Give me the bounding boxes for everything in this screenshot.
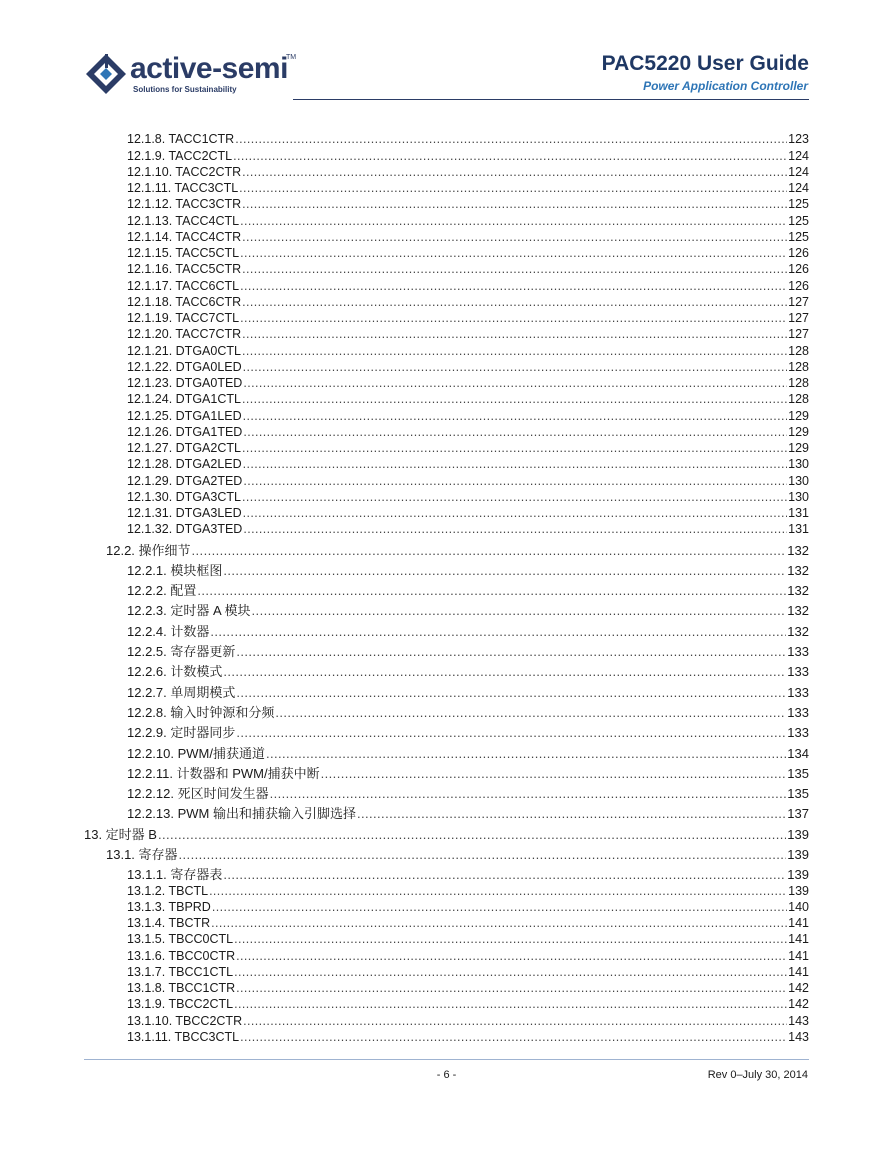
toc-leader-dots: [242, 231, 787, 244]
toc-leader-dots: [242, 296, 787, 309]
toc-entry-page: 143: [788, 1013, 809, 1028]
logo-trademark: TM: [286, 54, 297, 61]
toc-entry-title: 13.1.6. TBCC0CTR: [127, 948, 236, 963]
toc-entry-page: 125: [788, 229, 809, 244]
toc-entry-title: 12.1.12. TACC3CTR: [127, 197, 242, 212]
toc-entry[interactable]: [84, 678, 809, 698]
toc-entry-page: 130: [788, 473, 809, 488]
toc-entry-page: 129: [788, 408, 809, 423]
toc-entry-title: 13.1.11. TBCC3CTL: [127, 1029, 240, 1044]
toc-entry[interactable]: [84, 293, 809, 309]
toc-entry-page: 133: [787, 684, 809, 700]
toc-leader-dots: [242, 166, 787, 179]
toc-entry-page: 143: [788, 1029, 809, 1044]
toc-leader-dots: [243, 507, 787, 520]
toc-leader-dots: [240, 312, 787, 325]
toc-leader-dots: [179, 848, 787, 861]
toc-leader-dots: [243, 377, 787, 390]
toc-entry-page: 130: [788, 457, 809, 472]
toc-entry[interactable]: [84, 760, 809, 780]
toc-entry[interactable]: [84, 780, 809, 800]
toc-entry[interactable]: [84, 930, 809, 946]
toc-leader-dots: [240, 215, 787, 228]
toc-entry-title: 12.2.12. 死区时间发生器: [127, 786, 269, 802]
toc-entry-title: 12.1.18. TACC6CTR: [127, 294, 242, 309]
table-of-contents: [84, 130, 809, 1044]
toc-entry-title: 12.2.4. 计数器: [127, 623, 210, 639]
toc-entry[interactable]: [84, 820, 809, 840]
toc-leader-dots: [236, 686, 786, 699]
toc-entry-title: 12.1.14. TACC4CTR: [127, 229, 242, 244]
header-divider: [293, 99, 809, 100]
footer-divider: [84, 1059, 809, 1060]
toc-entry-title: 12.2.9. 定时器同步: [127, 725, 236, 741]
toc-entry-page: 139: [787, 847, 809, 862]
toc-entry-page: 139: [787, 867, 809, 883]
toc-entry-title: 12.1.15. TACC5CTL: [127, 246, 240, 260]
toc-entry-page: 124: [788, 164, 809, 179]
toc-entry[interactable]: [84, 914, 809, 930]
toc-entry[interactable]: [84, 520, 809, 536]
toc-leader-dots: [243, 475, 787, 488]
toc-entry-page: 131: [788, 522, 809, 537]
toc-entry[interactable]: [84, 536, 809, 556]
toc-entry[interactable]: [84, 406, 809, 422]
toc-entry[interactable]: [84, 260, 809, 276]
toc-entry[interactable]: [84, 374, 809, 390]
document-title: PAC5220 User Guide: [601, 52, 809, 75]
toc-entry-title: 12.1.28. DTGA2LED: [127, 457, 242, 472]
toc-leader-dots: [321, 767, 787, 780]
toc-entry-page: 139: [787, 826, 809, 842]
logo-tagline: Solutions for Sustainability: [133, 85, 237, 94]
toc-entry[interactable]: [84, 719, 809, 739]
page-number: - 6 -: [436, 1069, 457, 1081]
toc-entry-page: 141: [788, 916, 809, 931]
toc-entry-title: 12.1.22. DTGA0LED: [127, 359, 242, 374]
toc-entry-title: 12.2.6. 计数模式: [127, 664, 223, 680]
toc-entry-page: 126: [788, 246, 809, 260]
toc-entry-page: 132: [787, 603, 809, 619]
toc-entry[interactable]: [84, 597, 809, 617]
toc-entry[interactable]: [84, 341, 809, 357]
toc-entry-title: 13.1.5. TBCC0CTL: [127, 932, 234, 947]
toc-entry[interactable]: [84, 358, 809, 374]
toc-entry[interactable]: [84, 800, 809, 820]
toc-leader-dots: [236, 982, 787, 995]
toc-entry-title: 13.1.10. TBCC2CTR: [127, 1013, 243, 1028]
toc-entry[interactable]: [84, 638, 809, 658]
toc-leader-dots: [234, 966, 787, 979]
toc-entry-page: 127: [788, 327, 809, 342]
toc-entry-page: 141: [788, 932, 809, 947]
toc-entry-page: 133: [787, 725, 809, 741]
active-semi-logo: [84, 52, 314, 98]
toc-entry[interactable]: [84, 488, 809, 504]
toc-entry-page: 133: [787, 664, 809, 680]
toc-entry[interactable]: [84, 455, 809, 471]
toc-entry-page: 128: [788, 343, 809, 358]
toc-entry[interactable]: [84, 195, 809, 211]
toc-leader-dots: [243, 523, 787, 536]
toc-entry-title: 12.1.27. DTGA2CTL: [127, 441, 241, 455]
toc-entry[interactable]: [84, 179, 809, 195]
toc-entry-page: 141: [788, 948, 809, 963]
toc-leader-dots: [242, 393, 787, 406]
toc-entry-page: 124: [788, 148, 809, 163]
toc-entry-title: 12.1.8. TACC1CTR: [127, 132, 235, 147]
toc-entry-page: 123: [788, 132, 809, 147]
toc-entry[interactable]: [84, 244, 809, 260]
toc-leader-dots: [223, 665, 786, 678]
toc-entry-page: 133: [787, 704, 809, 720]
toc-entry-page: 134: [787, 745, 809, 761]
toc-leader-dots: [242, 442, 787, 455]
toc-entry[interactable]: [84, 861, 809, 881]
toc-leader-dots: [242, 328, 787, 341]
toc-entry[interactable]: [84, 163, 809, 179]
toc-entry-page: 132: [787, 623, 809, 639]
toc-leader-dots: [210, 625, 786, 638]
toc-entry-title: 12.1.25. DTGA1LED: [127, 408, 242, 423]
toc-entry-title: 12.2. 操作细节: [106, 542, 191, 558]
toc-entry[interactable]: [84, 130, 809, 146]
toc-entry-page: 125: [788, 213, 809, 228]
toc-entry-title: 13.1.9. TBCC2CTL: [127, 997, 234, 1012]
toc-leader-dots: [233, 150, 787, 163]
toc-leader-dots: [223, 868, 786, 881]
toc-leader-dots: [239, 182, 787, 195]
toc-entry-title: 12.1.19. TACC7CTL: [127, 311, 240, 325]
toc-entry-page: 132: [787, 542, 809, 558]
toc-entry-page: 142: [788, 997, 809, 1012]
toc-entry-title: 12.2.3. 定时器 A 模块: [127, 603, 251, 619]
toc-entry[interactable]: [84, 504, 809, 520]
logo-diamond-icon: [84, 52, 128, 96]
toc-entry[interactable]: [84, 146, 809, 162]
toc-entry[interactable]: [84, 471, 809, 487]
toc-entry-title: 12.2.13. PWM 输出和捕获输入引脚选择: [127, 806, 356, 822]
toc-leader-dots: [252, 604, 787, 617]
toc-leader-dots: [266, 747, 786, 760]
toc-entry-title: 12.1.10. TACC2CTR: [127, 164, 242, 179]
toc-entry-title: 12.1.24. DTGA1CTL: [127, 392, 241, 407]
toc-entry-title: 12.1.20. TACC7CTR: [127, 327, 242, 342]
toc-leader-dots: [242, 198, 787, 211]
toc-leader-dots: [242, 345, 787, 358]
toc-leader-dots: [243, 1015, 787, 1028]
toc-entry[interactable]: [84, 423, 809, 439]
toc-entry-title: 12.1.31. DTGA3LED: [127, 506, 242, 520]
toc-entry-title: 12.1.26. DTGA1TED: [127, 424, 243, 439]
toc-entry[interactable]: [84, 617, 809, 637]
toc-entry-page: 135: [787, 786, 809, 802]
toc-entry-page: 128: [788, 359, 809, 374]
toc-leader-dots: [192, 544, 787, 557]
toc-entry-page: 142: [788, 981, 809, 996]
toc-entry-title: 13.1.2. TBCTL: [127, 883, 209, 898]
toc-entry-title: 12.1.30. DTGA3CTL: [127, 489, 241, 504]
toc-leader-dots: [242, 491, 787, 504]
toc-leader-dots: [240, 247, 787, 260]
toc-entry[interactable]: [84, 439, 809, 455]
toc-leader-dots: [243, 458, 787, 471]
toc-entry-title: 12.2.2. 配置: [127, 583, 197, 599]
toc-entry[interactable]: [84, 995, 809, 1011]
toc-leader-dots: [235, 133, 787, 146]
toc-leader-dots: [270, 787, 787, 800]
toc-leader-dots: [236, 645, 786, 658]
toc-entry[interactable]: [84, 390, 809, 406]
toc-entry-title: 12.2.10. PWM/捕获通道: [127, 745, 265, 761]
toc-leader-dots: [234, 933, 787, 946]
toc-entry[interactable]: [84, 1011, 809, 1027]
toc-entry-page: 127: [788, 294, 809, 309]
toc-entry[interactable]: [84, 228, 809, 244]
revision-date: Rev 0–July 30, 2014: [707, 1069, 808, 1081]
toc-entry-title: 12.2.7. 单周期模式: [127, 684, 236, 700]
toc-entry[interactable]: [84, 841, 809, 861]
toc-entry-page: 130: [788, 489, 809, 504]
toc-entry[interactable]: [84, 276, 809, 292]
toc-entry[interactable]: [84, 309, 809, 325]
toc-entry-title: 13. 定时器 B: [84, 826, 157, 842]
toc-entry-title: 12.1.32. DTGA3TED: [127, 522, 243, 537]
toc-entry-title: 12.1.9. TACC2CTL: [127, 148, 233, 163]
toc-entry-title: 12.2.8. 输入时钟源和分频: [127, 704, 275, 720]
document-subtitle: Power Application Controller: [643, 79, 808, 93]
toc-leader-dots: [197, 584, 786, 597]
toc-leader-dots: [236, 726, 786, 739]
toc-entry[interactable]: [84, 699, 809, 719]
toc-entry[interactable]: [84, 881, 809, 897]
toc-entry[interactable]: [84, 946, 809, 962]
toc-entry-title: 13.1.4. TBCTR: [127, 916, 211, 931]
toc-entry-title: 12.1.17. TACC6CTL: [127, 278, 240, 293]
toc-leader-dots: [357, 807, 786, 820]
toc-entry-title: 12.1.16. TACC5CTR: [127, 262, 242, 277]
toc-entry-page: 137: [787, 806, 809, 822]
toc-entry-page: 141: [788, 964, 809, 979]
toc-entry-page: 139: [788, 883, 809, 898]
toc-entry-page: 128: [788, 376, 809, 390]
toc-entry-page: 129: [788, 424, 809, 439]
toc-leader-dots: [158, 828, 786, 841]
toc-entry[interactable]: [84, 898, 809, 914]
toc-leader-dots: [234, 998, 787, 1011]
toc-entry-page: 140: [788, 899, 809, 914]
toc-leader-dots: [223, 564, 786, 577]
logo-wordmark: active-semi: [130, 52, 288, 85]
toc-leader-dots: [243, 426, 787, 439]
toc-entry-page: 124: [788, 181, 809, 195]
toc-leader-dots: [242, 263, 787, 276]
toc-entry-page: 135: [787, 765, 809, 781]
toc-entry[interactable]: [84, 325, 809, 341]
toc-leader-dots: [240, 1031, 787, 1044]
toc-leader-dots: [211, 917, 787, 930]
toc-entry[interactable]: [84, 211, 809, 227]
toc-leader-dots: [243, 361, 787, 374]
toc-entry-title: 12.1.21. DTGA0CTL: [127, 343, 241, 358]
toc-entry-title: 13.1.7. TBCC1CTL: [127, 964, 234, 979]
toc-entry-page: 126: [788, 262, 809, 277]
toc-leader-dots: [275, 706, 786, 719]
toc-entry-title: 12.2.5. 寄存器更新: [127, 644, 236, 660]
toc-entry-page: 126: [788, 278, 809, 293]
toc-entry-title: 12.1.23. DTGA0TED: [127, 376, 243, 390]
toc-entry-page: 129: [788, 441, 809, 455]
toc-entry-page: 132: [787, 562, 809, 578]
toc-entry[interactable]: [84, 1028, 809, 1044]
toc-entry-page: 133: [787, 644, 809, 660]
toc-entry-title: 13.1.1. 寄存器表: [127, 867, 223, 883]
toc-entry-page: 127: [788, 311, 809, 325]
toc-entry-page: 131: [788, 506, 809, 520]
toc-entry-title: 13.1.8. TBCC1CTR: [127, 981, 236, 996]
toc-leader-dots: [243, 410, 787, 423]
toc-entry[interactable]: [84, 658, 809, 678]
toc-entry-title: 12.1.29. DTGA2TED: [127, 473, 243, 488]
toc-entry-page: 128: [788, 392, 809, 407]
toc-entry-title: 12.2.11. 计数器和 PWM/捕获中断: [127, 765, 320, 781]
toc-entry[interactable]: [84, 739, 809, 759]
toc-entry[interactable]: [84, 979, 809, 995]
toc-entry-page: 132: [787, 583, 809, 599]
toc-entry-title: 12.1.11. TACC3CTL: [127, 181, 239, 195]
toc-entry-title: 12.2.1. 模块框图: [127, 562, 223, 578]
toc-entry-title: 13.1.3. TBPRD: [127, 899, 211, 914]
toc-leader-dots: [240, 280, 787, 293]
toc-entry-page: 125: [788, 197, 809, 212]
toc-leader-dots: [236, 950, 787, 963]
toc-entry[interactable]: [84, 557, 809, 577]
toc-entry-title: 13.1. 寄存器: [106, 847, 178, 862]
toc-entry[interactable]: [84, 963, 809, 979]
toc-leader-dots: [212, 901, 787, 914]
toc-entry[interactable]: [84, 577, 809, 597]
toc-entry-title: 12.1.13. TACC4CTL: [127, 213, 240, 228]
toc-leader-dots: [209, 885, 787, 898]
